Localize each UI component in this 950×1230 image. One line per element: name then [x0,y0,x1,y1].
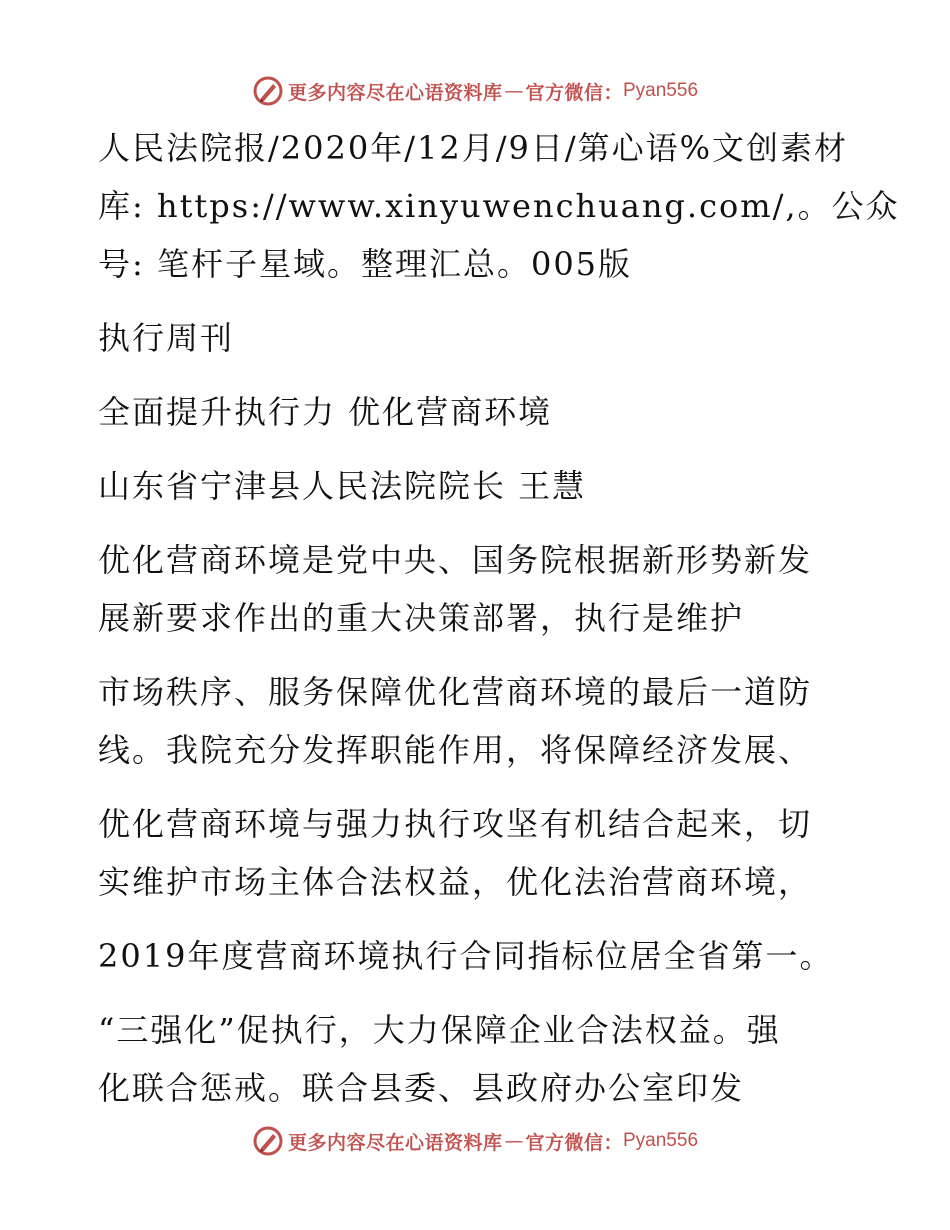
banner-dash: — [504,1130,524,1152]
body-line: 优化营商环境是党中央、国务院根据新形势新发 [98,541,813,579]
body-line: 市场秩序、服务保障优化营商环境的最后一道防 [98,673,813,711]
article-author: 山东省宁津县人民法院院长 王慧 [98,467,587,505]
section-title: 执行周刊 [98,319,235,357]
body-line: 库: https://www.xinyuwenchuang.com/,。公众 [98,187,900,225]
banner-wechat-id: Pyan556 [623,80,699,101]
body-line: 实维护市场主体合法权益，优化法治营商环境， [98,863,813,901]
banner-official-label: 官方微信： [525,81,623,104]
banner-wechat-id: Pyan556 [623,1130,699,1151]
body-line: 号: 笔杆子星域。整理汇总。005版 [98,245,633,283]
header-banner [0,75,950,107]
pen-logo-icon [252,1125,284,1157]
banner-dash: — [504,80,524,102]
body-line: 线。我院充分发挥职能作用，将保障经济发展、 [98,731,813,769]
pen-logo-icon [252,75,284,107]
banner-text: 更多内容尽在心语资料库 [287,1131,503,1154]
body-line: 2019年度营商环境执行合同指标位居全省第一。 [98,937,834,975]
article-title: 全面提升执行力 优化营商环境 [98,393,553,431]
body-line: 展新要求作出的重大决策部署，执行是维护 [98,599,745,637]
body-line: 优化营商环境与强力执行攻坚有机结合起来，切 [98,805,813,843]
banner-official-label: 官方微信： [525,1131,623,1154]
body-line: “三强化”促执行，大力保障企业合法权益。强 [98,1011,781,1049]
footer-banner [0,1125,950,1157]
body-line: 化联合惩戒。联合县委、县政府办公室印发 [98,1069,745,1107]
banner-text: 更多内容尽在心语资料库 [287,81,503,104]
body-line: 人民法院报/2020年/12月/9日/第心语%文创素材 [98,129,849,167]
